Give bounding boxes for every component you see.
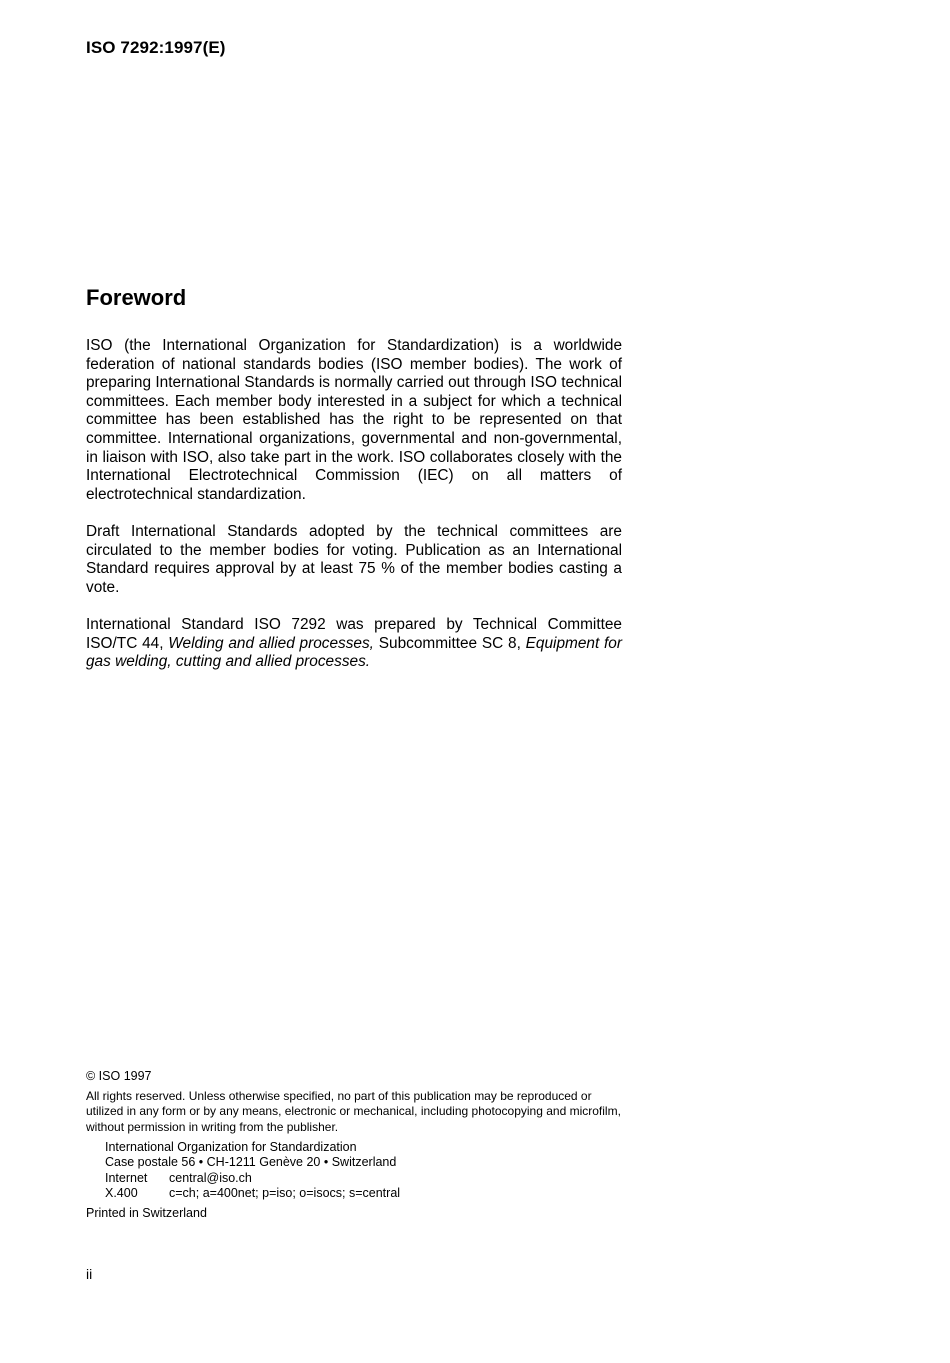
internet-label: Internet bbox=[105, 1170, 148, 1185]
postal-address: Case postale 56 • CH-1211 Genève 20 • Switzerland bbox=[105, 1155, 397, 1170]
paragraph-3-text-b: Subcommittee SC 8, bbox=[373, 634, 526, 652]
foreword-title: Foreword bbox=[86, 285, 187, 310]
copyright-notice: © ISO 1997 bbox=[86, 1069, 152, 1083]
page-number: ii bbox=[86, 1266, 93, 1282]
x400-row bbox=[105, 1186, 400, 1201]
foreword-paragraph-3 bbox=[86, 616, 622, 672]
paragraph-3-text-a: International Standard ISO 7292 was prepared by Technical Committee ISO/TC 44, bbox=[86, 616, 622, 652]
internet-row bbox=[105, 1171, 400, 1186]
foreword-paragraph-2: Draft International Standards adopted by the technical committees are circulated to the member bodies for voting. Publication as an International Standard requires approval by at least 75 % of the member bodies casting a vote. bbox=[86, 523, 622, 596]
subcommittee-title: Equipment for gas welding, cutting and allied processes. bbox=[86, 634, 622, 671]
internet-value: central@iso.ch bbox=[169, 1170, 252, 1185]
x400-value: c=ch; a=400net; p=iso; o=isocs; s=central bbox=[169, 1185, 401, 1200]
printed-in-note: Printed in Switzerland bbox=[86, 1206, 207, 1220]
x400-label: X.400 bbox=[105, 1185, 138, 1200]
foreword-paragraph-1: ISO (the International Organization for Standardization) is a worldwide federation of national standards bodies (ISO member bodies). The work of preparing International Standards is normally carried out through ISO technical committees. Each member body interested in a subject for which a technical committee has been established has the right to be represented on that committee. International organizations, governmental and non-governmental, in liaison with ISO, also take part in the work. ISO collaborates closely with the International Electrotechnical Commission (IEC) on all matters of electrotechnical standardization. bbox=[86, 337, 622, 503]
org-name: International Organization for Standardization bbox=[105, 1140, 357, 1154]
committee-title: Welding and allied processes, bbox=[168, 634, 374, 652]
document-id-header: ISO 7292:1997(E) bbox=[86, 38, 226, 57]
rights-statement: All rights reserved. Unless otherwise specified, no part of this publication may be reproduced or utilized in any form or by any means, electronic or mechanical, including photocopying and microfilm, without permission in writing from the publisher. bbox=[86, 1089, 621, 1134]
address-block bbox=[105, 1140, 400, 1201]
